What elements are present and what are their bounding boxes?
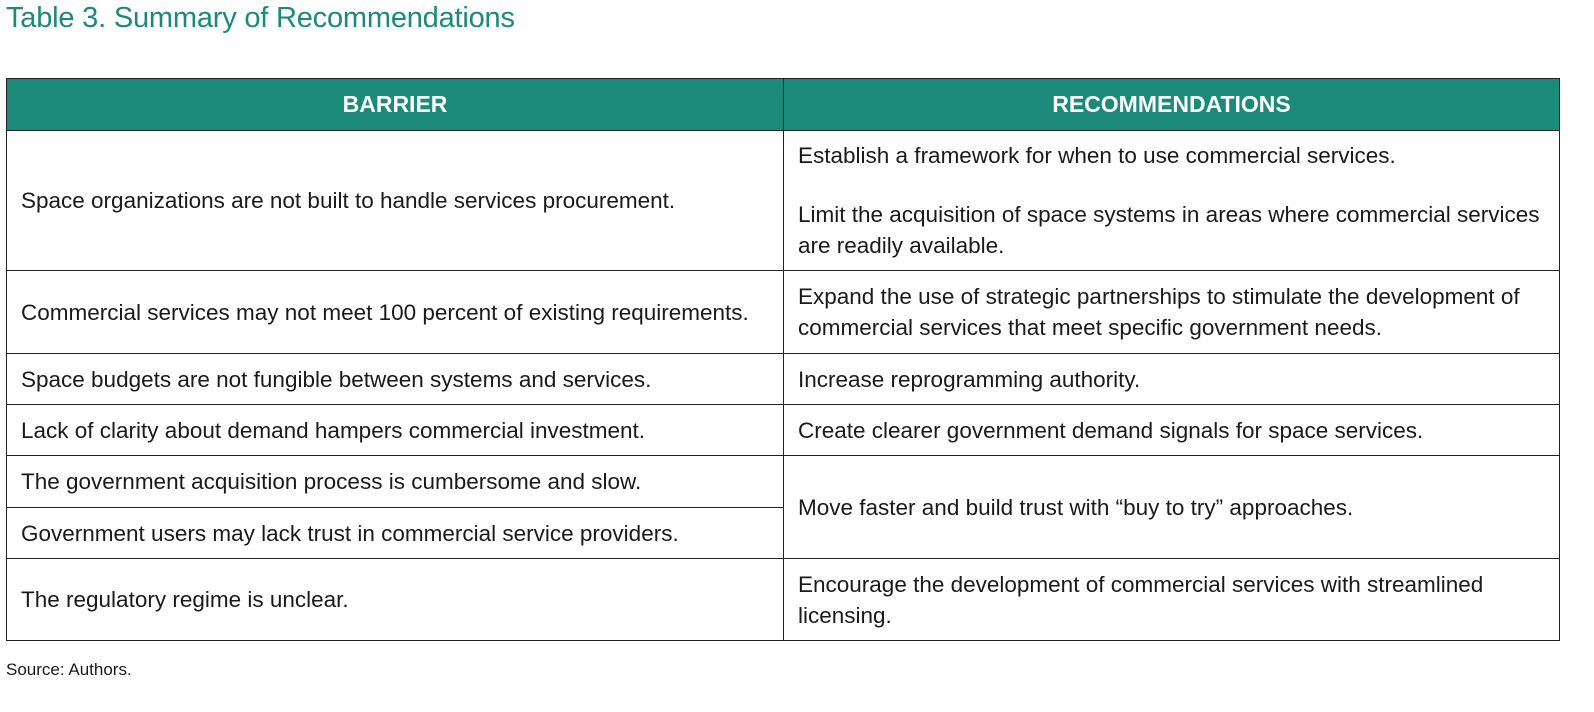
recommendation-line: Establish a framework for when to use commercial services. (798, 143, 1396, 168)
table-row (7, 456, 1560, 508)
table-row (7, 405, 1560, 456)
recommendation-line: Limit the acquisition of space systems in areas where commercial services are readily available. (798, 202, 1540, 258)
source-note: Source: Authors. (6, 660, 132, 679)
table-row (7, 131, 1560, 271)
table-row (7, 354, 1560, 405)
paragraph-spacer (798, 171, 1545, 199)
barrier-cell: Government users may lack trust in commercial service providers. (7, 508, 784, 559)
barrier-cell: Space budgets are not fungible between systems and services. (7, 354, 784, 405)
barrier-cell: Lack of clarity about demand hampers commercial investment. (7, 405, 784, 456)
recommendation-cell: Expand the use of strategic partnerships to stimulate the development of commercial services that meet specific government needs. (784, 271, 1560, 354)
recommendation-cell (784, 131, 1560, 271)
barrier-cell: Space organizations are not built to handle services procurement. (7, 131, 784, 271)
table-title: Table 3. Summary of Recommendations (6, 2, 515, 34)
barrier-cell: The regulatory regime is unclear. (7, 559, 784, 641)
table-row (7, 559, 1560, 641)
recommendation-cell: Create clearer government demand signals for space services. (784, 405, 1560, 456)
header-recommendations: RECOMMENDATIONS (784, 79, 1560, 131)
recommendation-cell: Encourage the development of commercial services with streamlined licensing. (784, 559, 1560, 641)
header-barrier: BARRIER (7, 79, 784, 131)
barrier-cell: The government acquisition process is cumbersome and slow. (7, 456, 784, 508)
recommendations-table (6, 78, 1560, 641)
recommendation-cell: Move faster and build trust with “buy to try” approaches. (784, 456, 1560, 559)
table-row (7, 271, 1560, 354)
table-header-row (7, 79, 1560, 131)
recommendation-cell: Increase reprogramming authority. (784, 354, 1560, 405)
barrier-cell: Commercial services may not meet 100 percent of existing requirements. (7, 271, 784, 354)
